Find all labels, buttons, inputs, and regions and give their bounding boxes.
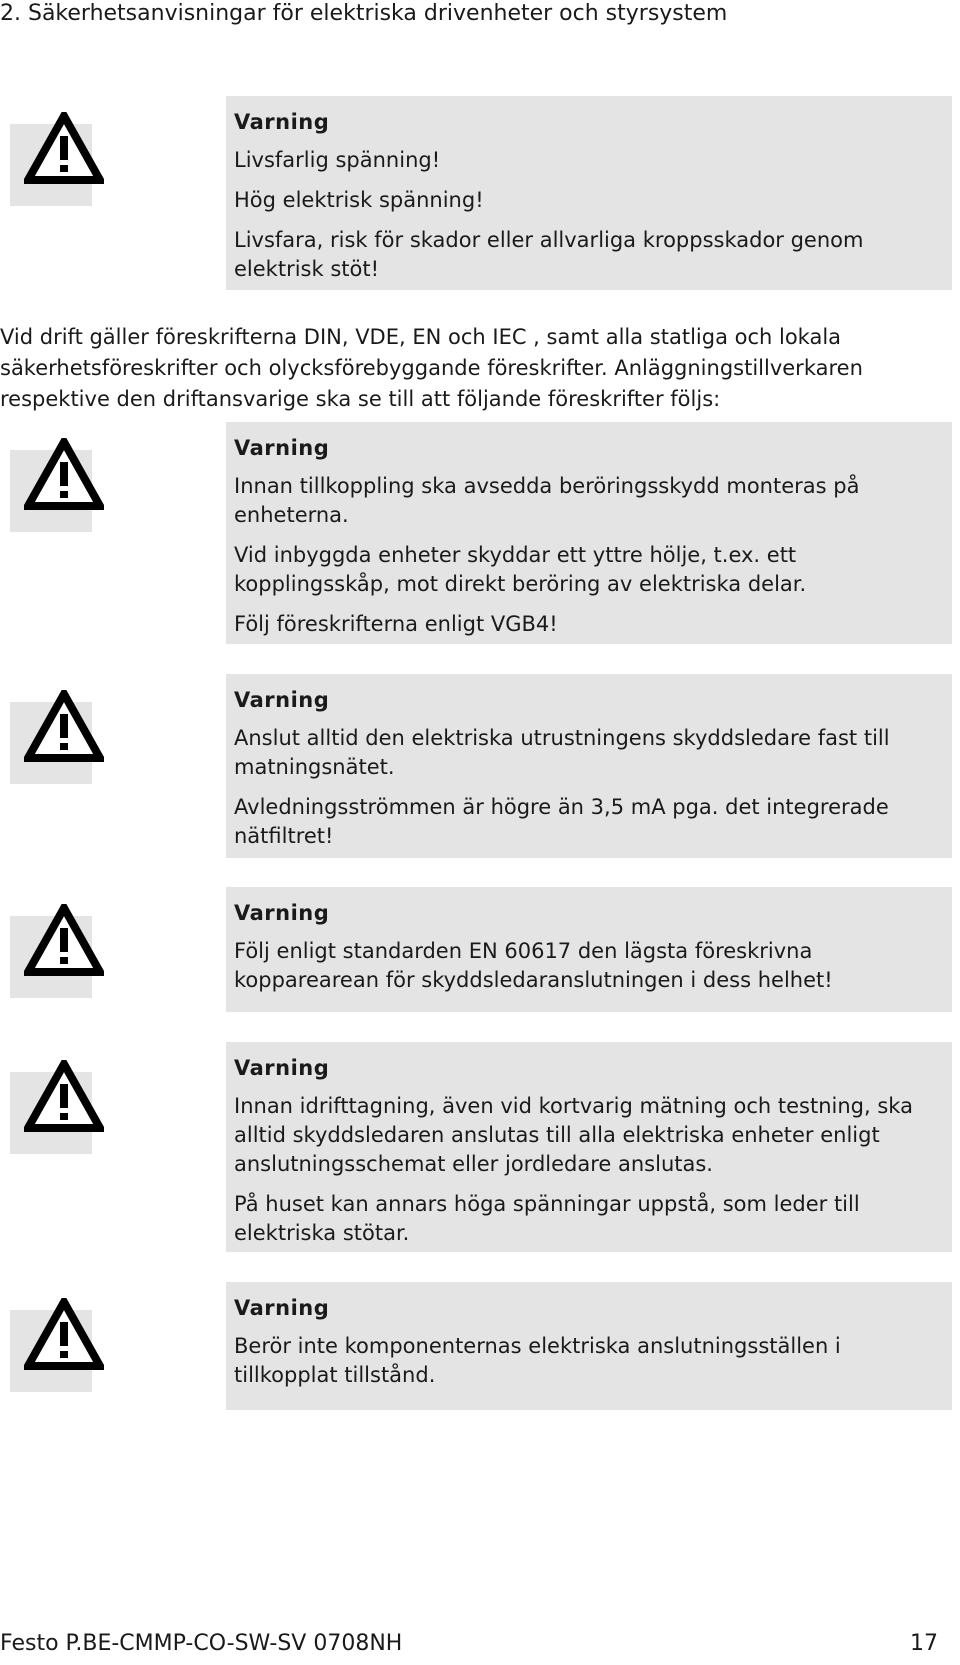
warning-box [226, 887, 952, 1012]
warning-icon-box [10, 916, 92, 998]
warning-line: Innan idrifttagning, även vid kortvarig mätning och testning, ska alltid skyddsledaren anslutas till alla elektriska enheter enligt anslutningsschemat eller jordledare anslutas. [234, 1094, 913, 1176]
warning-triangle-icon [24, 1298, 104, 1370]
warning-triangle-icon [24, 904, 104, 976]
warning-line: Följ enligt standarden EN 60617 den lägsta föreskrivna kopparearean för skyddsledaranslutningen i dess helhet! [234, 939, 833, 992]
warning-line: Anslut alltid den elektriska utrustningens skyddsledare fast till matningsnätet. [234, 726, 890, 779]
footer-page-number: 17 [910, 1631, 938, 1656]
warning-line: Berör inte komponenternas elektriska anslutningsställen i tillkopplat tillstånd. [234, 1334, 841, 1387]
warning-triangle-icon [24, 690, 104, 762]
warning-line: På huset kan annars höga spänningar uppstå, som leder till elektriska stötar. [234, 1192, 860, 1245]
warning-line: Hög elektrisk spänning! [234, 188, 484, 212]
section-heading: 2. Säkerhetsanvisningar för elektriska drivenheter och styrsystem [0, 1, 728, 26]
warning-line: Följ föreskrifterna enligt VGB4! [234, 612, 558, 636]
warning-box [226, 1042, 952, 1252]
warning-title: Varning [234, 688, 330, 712]
warning-line: Avledningsströmmen är högre än 3,5 mA pga. det integrerade nätfiltret! [234, 795, 889, 848]
warning-triangle-icon [24, 1060, 104, 1132]
warning-triangle-icon [24, 112, 104, 184]
warning-box [226, 422, 952, 644]
warning-title: Varning [234, 1296, 330, 1320]
warning-box [226, 96, 952, 290]
warning-title: Varning [234, 436, 330, 460]
warning-icon-box [10, 1310, 92, 1392]
warning-line: Vid inbyggda enheter skyddar ett yttre hölje, t.ex. ett kopplingsskåp, mot direkt beröring av elektriska delar. [234, 543, 807, 596]
warning-icon-box [10, 1072, 92, 1154]
body-paragraph: Vid drift gäller föreskrifterna DIN, VDE, EN och IEC , samt alla statliga och lokala säkerhetsföreskrifter och olycksförebyggande föreskrifter. Anläggningstillverkaren respektive den driftansvarige ska se till att följande föreskrifter följs: [0, 325, 863, 411]
warning-title: Varning [234, 110, 330, 134]
warning-title: Varning [234, 1056, 330, 1080]
warning-icon-box [10, 702, 92, 784]
warning-box [226, 1282, 952, 1410]
warning-icon-box [10, 124, 92, 206]
warning-icon-box [10, 450, 92, 532]
warning-line: Livsfara, risk för skador eller allvarliga kroppsskador genom elektrisk stöt! [234, 228, 864, 281]
warning-title: Varning [234, 901, 330, 925]
footer-document-id: Festo P.BE-CMMP-CO-SW-SV 0708NH [0, 1631, 403, 1656]
warning-line: Innan tillkoppling ska avsedda beröringsskydd monteras på enheterna. [234, 474, 860, 527]
warning-box [226, 674, 952, 858]
warning-line: Livsfarlig spänning! [234, 148, 441, 172]
warning-triangle-icon [24, 438, 104, 510]
